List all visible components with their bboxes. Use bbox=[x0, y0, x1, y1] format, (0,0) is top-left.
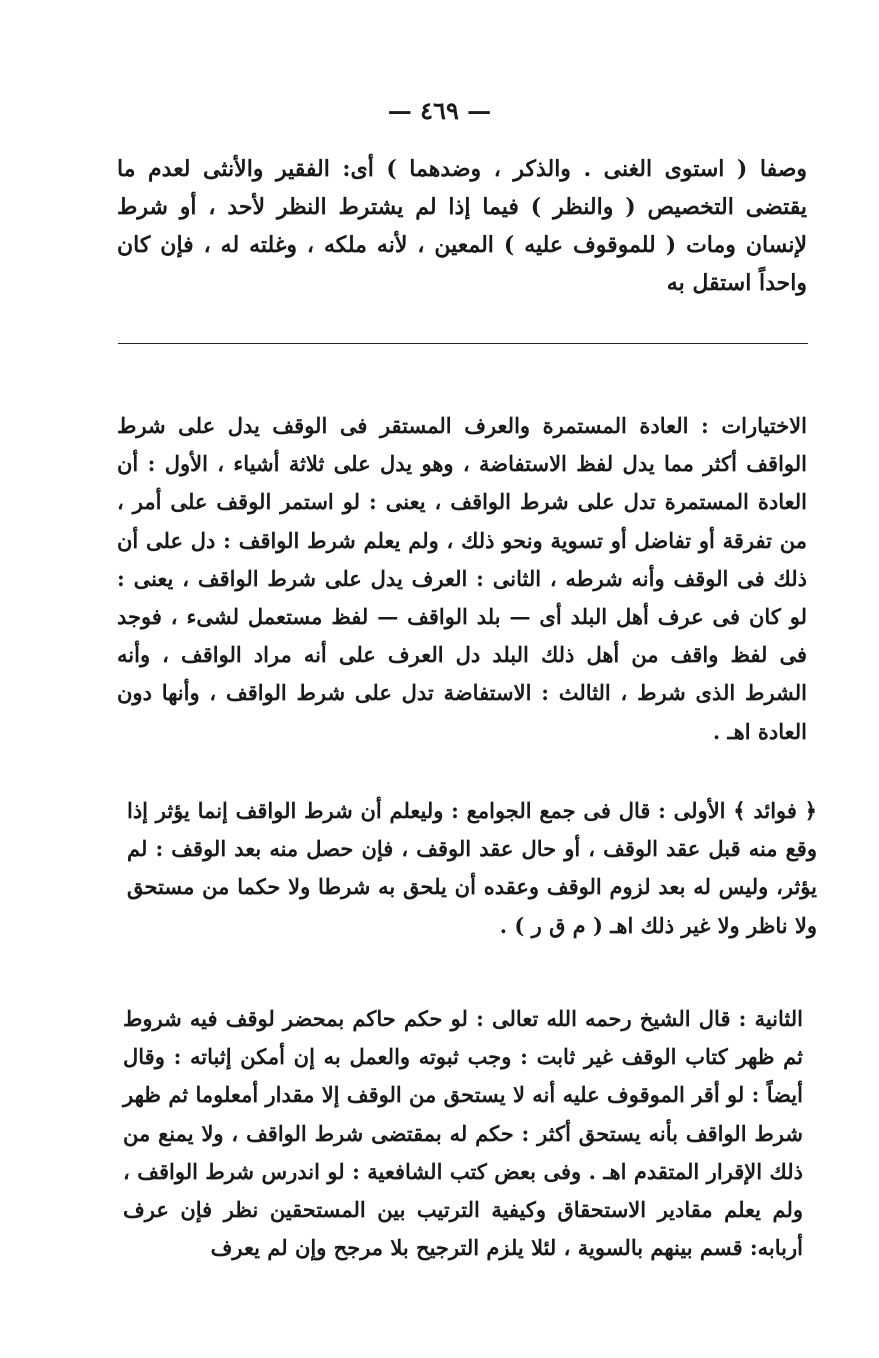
footnote-separator bbox=[118, 343, 808, 344]
footnote-ikhtiyarat bbox=[117, 407, 807, 751]
footnote-fawaid-first bbox=[127, 792, 817, 945]
footnote-paragraph: ﴿ فوائد ﴾ الأولى : قال فى جمع الجوامع : وليعلم أن شرط الواقف إنما يؤثر إذا وقع منه قبل عقد الوقف ، أو حال عقد الوقف ، فإن حصل منه بعد الوقف : لم يؤثر، وليس له بعد لزوم الوقف وعقده أن يلحق به شرطا ولا حكما من مستحق ولا ناظر ولا غير ذلك اهـ ( م ق ر ) . bbox=[127, 798, 817, 938]
main-paragraph: وصفا ( استوى الغنى . والذكر ، وضدهما ) أى: الفقير والأنثى لعدم ما يقتضى التخصيص ( والنظر ) فيما إذا لم يشترط النظر لأحد ، أو شرط لإنسان ومات ( للموقوف عليه ) المعين ، لأنه ملكه ، وغلته له ، فإن كان واحداً استقل به bbox=[117, 156, 807, 296]
page-number: — ٤٦٩ — bbox=[387, 96, 492, 125]
main-text-block bbox=[117, 150, 807, 302]
footnote-fawaid-second bbox=[123, 1000, 803, 1267]
footnote-paragraph: الاختيارات : العادة المستمرة والعرف المستقر فى الوقف يدل على شرط الواقف أكثر مما يدل لفظ الاستفاضة ، وهو يدل على ثلاثة أشياء ، الأول : أن العادة المستمرة تدل على شرط الواقف ، يعنى : لو استمر الوقف على أمر ، من تفرقة أو تفاضل أو تسوية ونحو ذلك ، ولم يعلم شرط الواقف : دل على أن ذلك فى الوقف وأنه شرطه ، الثانى : العرف يدل على شرط الواقف ، يعنى : لو كان فى عرف أهل البلد أى — بلد الواقف — لفظ مستعمل لشىء ، فوجد فى لفظ واقف من أهل ذلك البلد دل العرف على أنه مراد الواقف ، وأنه الشرط الذى شرط ، الثالث : الاستفاضة تدل على شرط الواقف ، وأنها دون العادة اهـ . bbox=[117, 413, 807, 744]
footnote-paragraph: الثانية : قال الشيخ رحمه الله تعالى : لو حكم حاكم بمحضر لوقف فيه شروط ثم ظهر كتاب الوقف غير ثابت : وجب ثبوته والعمل به إن أمكن إثباته : وقال أيضاً : لو أقر الموقوف عليه أنه لا يستحق من الوقف إلا مقدار أمعلوما ثم ظهر شرط الواقف بأنه يستحق أكثر : حكم له بمقتضى شرط الواقف ، ولا يمنع من ذلك الإقرار المتقدم اهـ . وفى بعض كتب الشافعية : لو اندرس شرط الواقف ، ولم يعلم مقادير الاستحقاق وكيفية الترتيب بين المستحقين نظر فإن عرف أربابه: قسم بينهم بالسوية ، لئلا يلزم الترجيح بلا مرجح وإن لم يعرف bbox=[123, 1006, 803, 1261]
